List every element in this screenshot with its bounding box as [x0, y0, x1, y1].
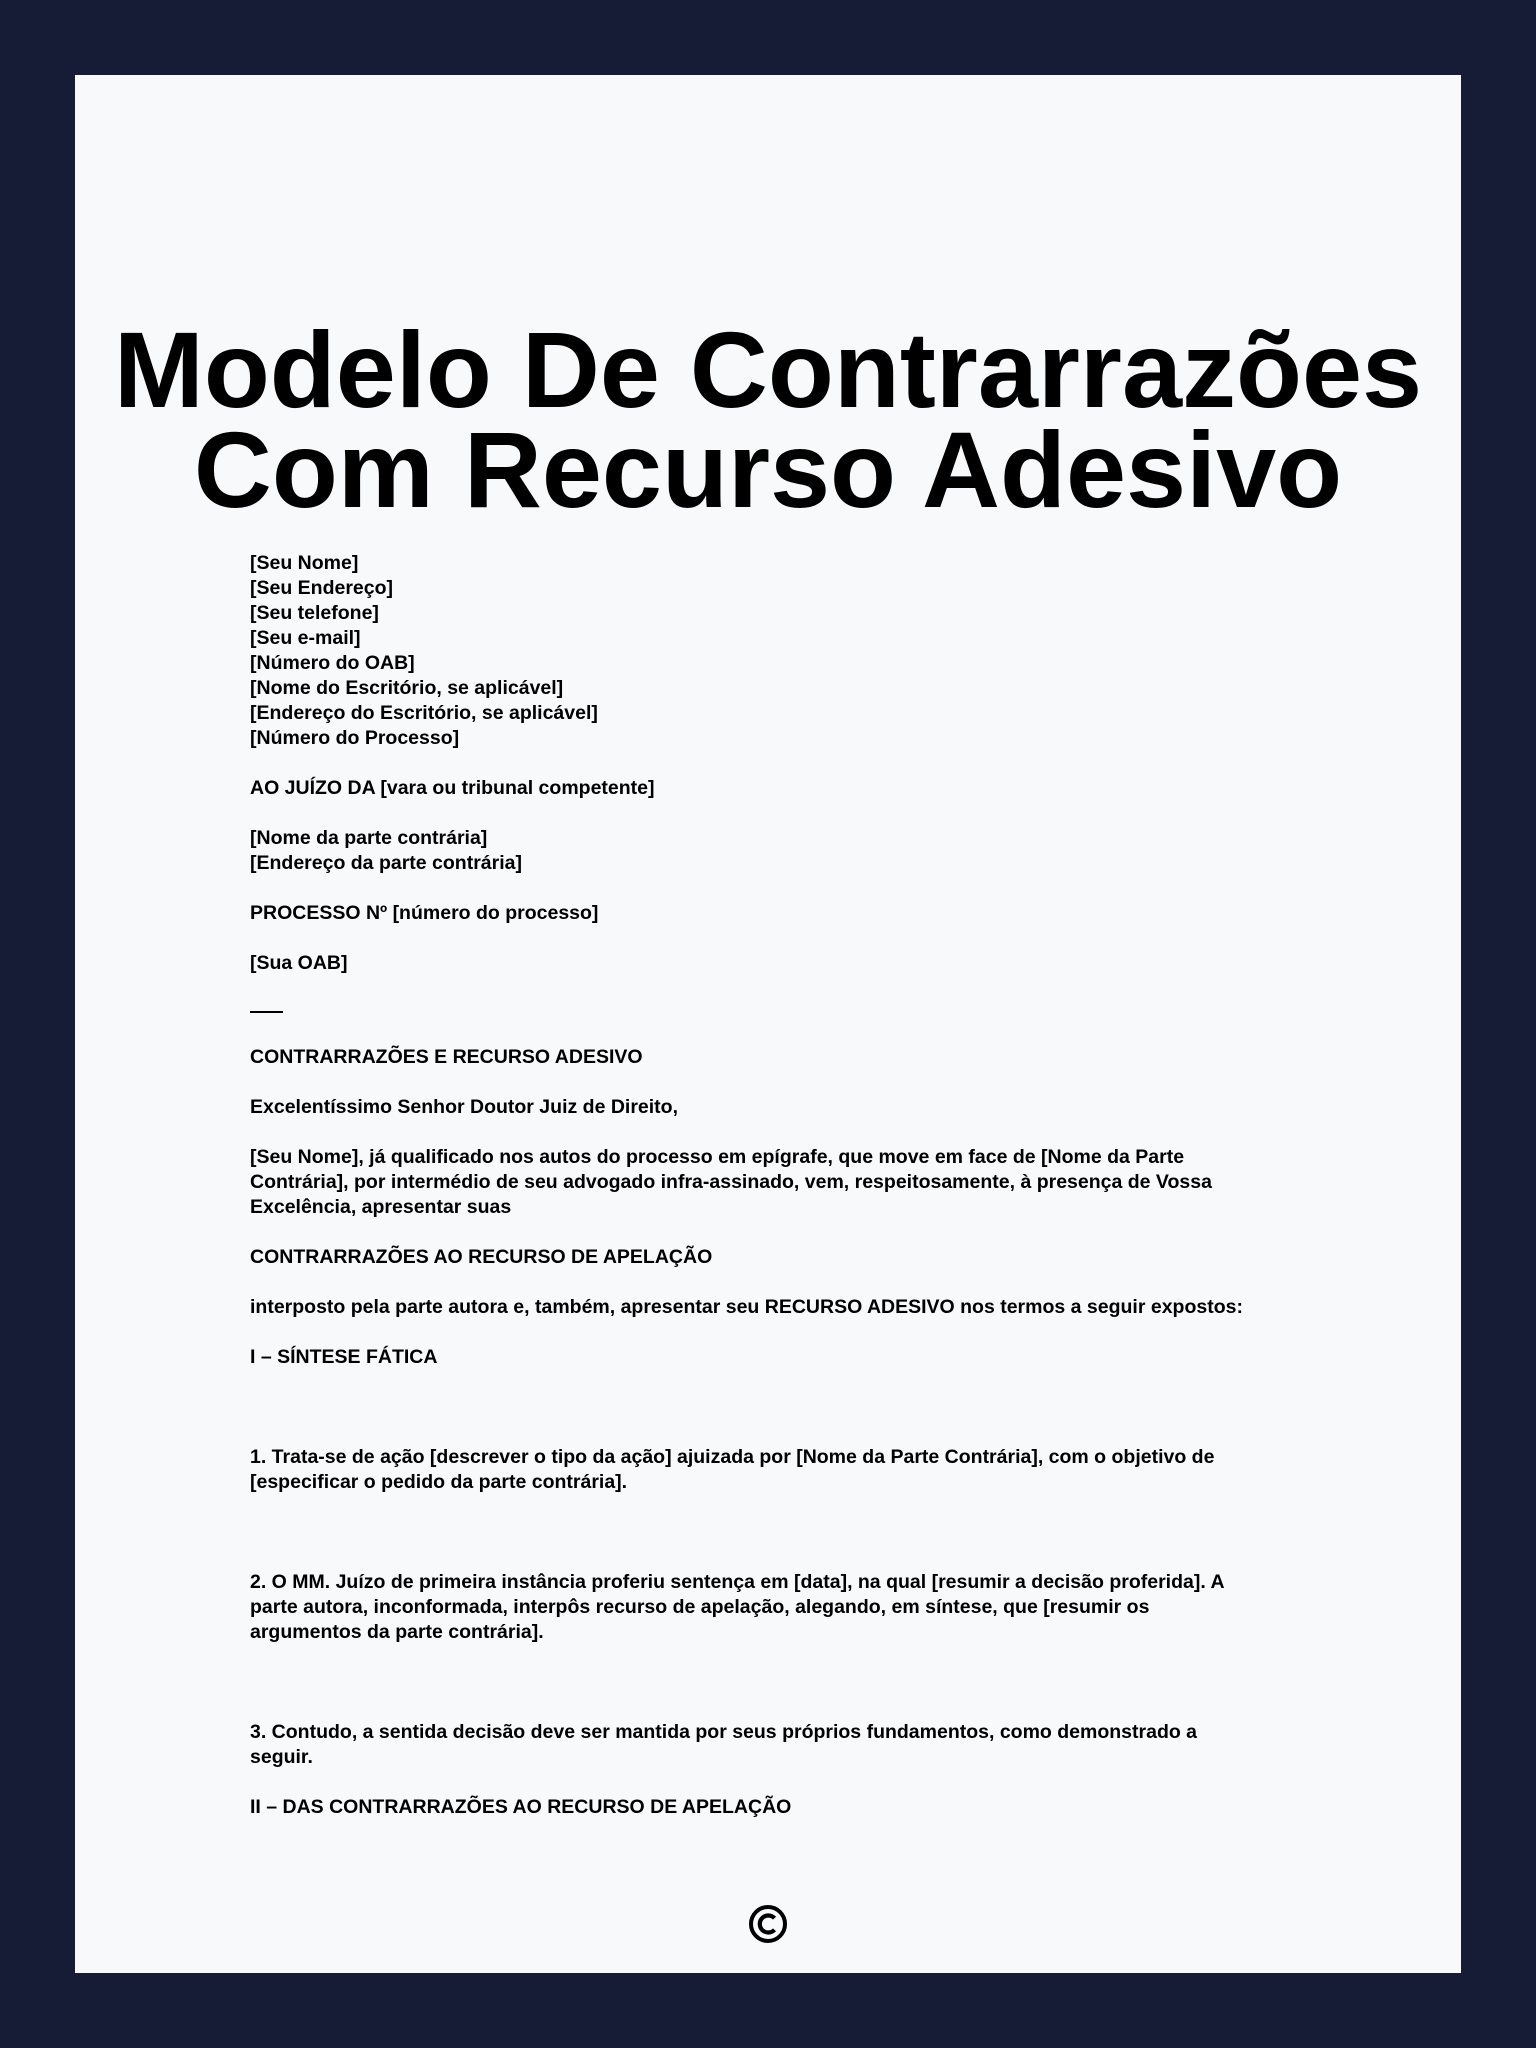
- header-line-office-address: [Endereço do Escritório, se aplicável]: [250, 702, 598, 724]
- opposing-party-name: [Nome da parte contrária]: [250, 827, 488, 849]
- title-line-1: Modelo De Contrarrazões: [113, 309, 1423, 430]
- your-oab: [Sua OAB]: [250, 952, 348, 974]
- opposing-party-address: [Endereço da parte contrária]: [250, 852, 522, 874]
- court-line: AO JUÍZO DA [vara ou tribunal competente]: [250, 777, 655, 799]
- copyright-icon: [748, 1904, 788, 1944]
- salutation: Excelentíssimo Senhor Doutor Juiz de Direito,: [250, 1096, 679, 1118]
- header-line-name: [Seu Nome]: [250, 552, 359, 574]
- header-line-oab: [Número do OAB]: [250, 652, 415, 674]
- interposto-line: interposto pela parte autora e, também, apresentar seu RECURSO ADESIVO nos termos a seguir expostos:: [250, 1296, 1243, 1318]
- section-heading: CONTRARRAZÕES E RECURSO ADESIVO: [250, 1046, 643, 1068]
- item-1-line-2: [especificar o pedido da parte contrária].: [250, 1471, 628, 1493]
- header-line-phone: [Seu telefone]: [250, 602, 379, 624]
- contrarrazoes-heading: CONTRARRAZÕES AO RECURSO DE APELAÇÃO: [250, 1246, 713, 1268]
- intro-line-2: Contrária], por intermédio de seu advogado infra-assinado, vem, respeitosamente, à presença de Vossa: [250, 1171, 1212, 1193]
- item-3-line-2: seguir.: [250, 1746, 313, 1768]
- title-line-2: Com Recurso Adesivo: [193, 409, 1343, 530]
- document-body: [250, 551, 1360, 1820]
- section-2-heading: II – DAS CONTRARRAZÕES AO RECURSO DE APELAÇÃO: [250, 1796, 792, 1818]
- item-1-line-1: 1. Trata-se de ação [descrever o tipo da ação] ajuizada por [Nome da Parte Contrária], com o objetivo de: [250, 1446, 1215, 1468]
- sintese-heading: I – SÍNTESE FÁTICA: [250, 1346, 438, 1368]
- header-line-email: [Seu e-mail]: [250, 627, 361, 649]
- header-line-address: [Seu Endereço]: [250, 577, 394, 599]
- item-2-line-3: argumentos da parte contrária].: [250, 1621, 544, 1643]
- header-line-office-name: [Nome do Escritório, se aplicável]: [250, 677, 564, 699]
- document-title: [75, 309, 1461, 530]
- item-2-line-2: parte autora, inconformada, interpôs recurso de apelação, alegando, em síntese, que [resumir os: [250, 1596, 1150, 1618]
- header-line-process: [Número do Processo]: [250, 727, 460, 749]
- item-3-line-1: 3. Contudo, a sentida decisão deve ser mantida por seus próprios fundamentos, como demonstrado a: [250, 1721, 1198, 1743]
- intro-line-3: Excelência, apresentar suas: [250, 1196, 512, 1218]
- item-2-line-1: 2. O MM. Juízo de primeira instância proferiu sentença em [data], na qual [resumir a decisão proferida]. A: [250, 1571, 1225, 1593]
- document-page: [75, 75, 1461, 1973]
- intro-line-1: [Seu Nome], já qualificado nos autos do processo em epígrafe, que move em face de [Nome da Parte: [250, 1146, 1185, 1168]
- process-number: PROCESSO Nº [número do processo]: [250, 902, 599, 924]
